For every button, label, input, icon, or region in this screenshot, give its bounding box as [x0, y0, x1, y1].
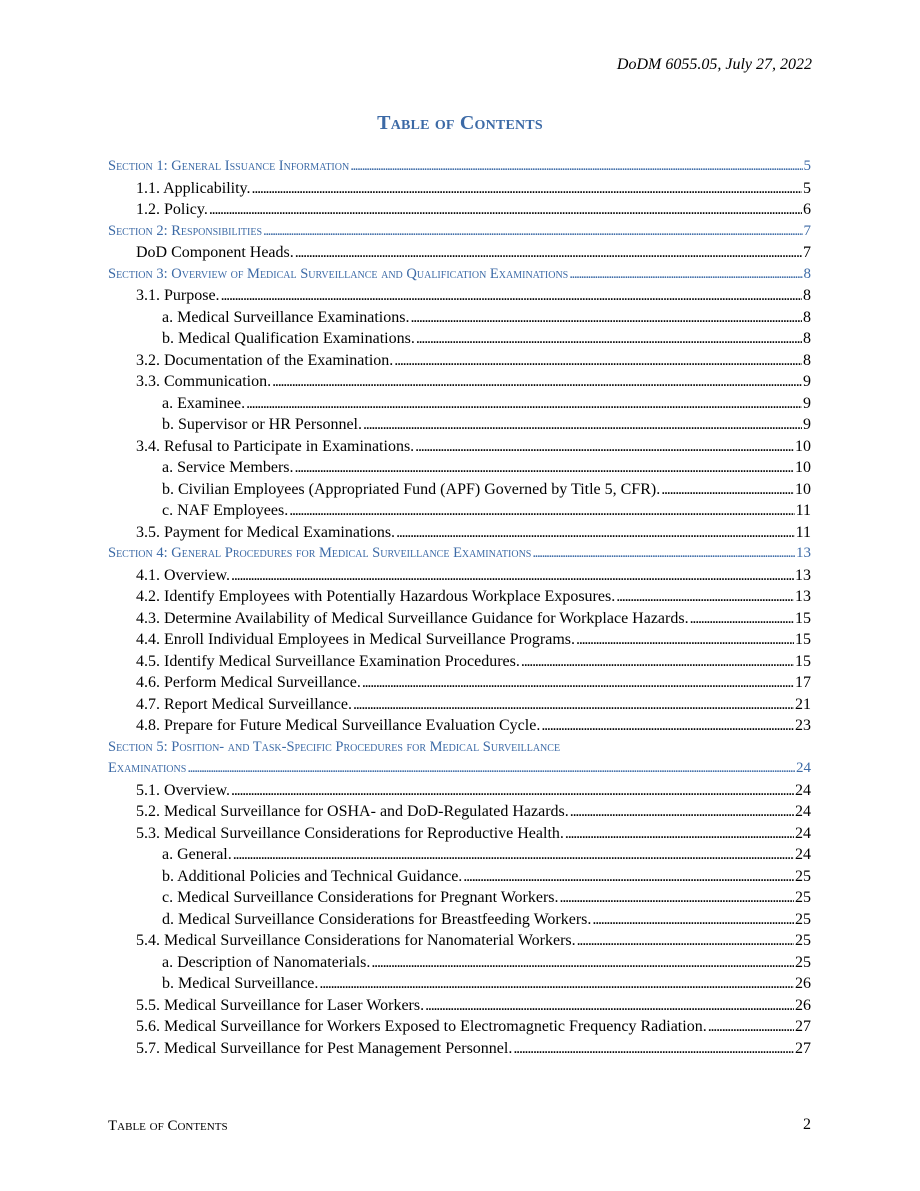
toc-entry[interactable] [108, 801, 811, 823]
toc-entry[interactable] [108, 500, 811, 522]
toc-entry[interactable] [108, 543, 811, 565]
toc-entry-page: 9 [803, 416, 811, 433]
document-reference: DoDM 6055.05, July 27, 2022 [616, 56, 812, 73]
toc-entry-page: 8 [803, 351, 811, 369]
toc-entry[interactable] [108, 221, 811, 243]
toc-entry-label: 4.5. Identify Medical Surveillance Examination Procedures. [136, 652, 520, 670]
dot-leader [708, 1016, 794, 1038]
dot-leader [396, 522, 795, 544]
dot-leader [295, 242, 802, 264]
toc-entry[interactable] [108, 479, 811, 501]
dot-leader [350, 156, 802, 178]
toc-entry-page: 26 [795, 996, 811, 1014]
dot-leader [532, 543, 795, 565]
toc-entry[interactable] [108, 973, 811, 995]
dot-leader [394, 350, 802, 372]
toc-entry-page: 8 [803, 308, 811, 326]
toc-entry-label: 5.2. Medical Surveillance for OSHA- and DoD-Regulated Hazards. [136, 803, 569, 820]
toc-entry-page: 25 [795, 910, 811, 928]
toc-entry-label: 3.4. Refusal to Participate in Examinations. [136, 437, 415, 455]
toc-entry-page: 27 [795, 1018, 811, 1035]
toc-entry-page: 11 [795, 523, 811, 541]
dot-leader [521, 651, 794, 673]
toc-entry[interactable] [108, 307, 811, 329]
toc-entry-page: 5 [803, 179, 811, 197]
toc-entry-label: 4.7. Report Medical Surveillance. [136, 695, 352, 713]
toc-entry[interactable] [108, 823, 811, 845]
toc-entry-page: 7 [803, 222, 811, 239]
toc-entry-page: 6 [803, 201, 811, 218]
toc-entry-page: 8 [803, 265, 811, 282]
dot-leader [263, 221, 802, 243]
toc-entry[interactable] [108, 952, 811, 974]
toc-entry-label: a. Medical Surveillance Examinations. [162, 308, 410, 326]
toc-entry-page: 10 [795, 480, 811, 498]
toc-entry[interactable] [108, 393, 811, 415]
dot-leader [541, 715, 794, 737]
toc-entry-page: 9 [803, 394, 811, 412]
toc-entry[interactable] [108, 199, 811, 221]
toc-entry-label: 4.6. Perform Medical Surveillance. [136, 674, 361, 691]
dot-leader [252, 178, 802, 200]
toc-entry-page: 10 [795, 437, 811, 455]
toc-entry[interactable] [108, 457, 811, 479]
toc-entry-page: 15 [795, 652, 811, 670]
dot-leader [289, 500, 794, 522]
toc-entry-label: 4.1. Overview. [136, 566, 231, 584]
toc-entry[interactable] [108, 565, 811, 587]
dot-leader [371, 952, 794, 974]
toc-entry-label: 1.1. Applicability. [136, 179, 251, 197]
toc-entry-label: 3.2. Documentation of the Examination. [136, 351, 394, 369]
dot-leader [576, 629, 794, 651]
dot-leader [246, 393, 802, 415]
dot-leader [570, 801, 794, 823]
toc-entry-page: 7 [803, 244, 811, 261]
toc-entry[interactable] [108, 608, 811, 630]
toc-entry[interactable] [108, 371, 811, 393]
toc-entry-label: 5.5. Medical Surveillance for Laser Workers. [136, 996, 425, 1014]
dot-leader [410, 307, 802, 329]
dot-leader [319, 973, 794, 995]
toc-entry-label: 4.3. Determine Availability of Medical Surveillance Guidance for Workplace Hazards. [136, 609, 689, 627]
toc-entry-label: 5.1. Overview. [136, 781, 231, 799]
toc-entry-page: 11 [795, 502, 811, 519]
toc-entry-page: 24 [795, 803, 811, 820]
toc-entry-page: 27 [795, 1039, 811, 1057]
toc-entry-label: a. Examinee. [162, 394, 246, 412]
dot-leader [690, 608, 794, 630]
toc-entry-label: Section 5: Position- and Task-Specific Procedures for Medical Surveillance [108, 738, 561, 755]
toc-entry-page: 8 [803, 330, 811, 347]
dot-leader [565, 823, 794, 845]
toc-entry-label: DoD Component Heads. [136, 244, 294, 261]
toc-entry[interactable] [108, 522, 811, 544]
toc-entry[interactable] [108, 1038, 811, 1060]
toc-entry-page: 15 [795, 631, 811, 648]
dot-leader [661, 479, 794, 501]
toc-entry-page: 13 [795, 588, 811, 605]
toc-entry-label: 5.6. Medical Surveillance for Workers Exposed to Electromagnetic Frequency Radiation. [136, 1018, 707, 1035]
toc-entry-page: 8 [803, 287, 811, 304]
toc-entry[interactable] [108, 780, 811, 802]
toc-entry-page: 13 [795, 566, 811, 584]
toc-entry-label: Section 1: General Issuance Information [108, 158, 350, 174]
footer-label: Table of Contents [108, 1118, 228, 1134]
toc-entry-label: 3.5. Payment for Medical Examinations. [136, 523, 396, 541]
dot-leader [233, 844, 794, 866]
toc-entry-label: 3.3. Communication. [136, 373, 272, 390]
dot-leader [616, 586, 794, 608]
toc-entry[interactable] [108, 651, 811, 673]
toc-entry-page: 24 [795, 781, 811, 799]
dot-leader [209, 199, 802, 221]
toc-entry[interactable] [108, 350, 811, 372]
toc-entry-page: 21 [795, 695, 811, 713]
dot-leader [221, 285, 802, 307]
dot-leader [295, 457, 794, 479]
toc-entry-page: 24 [795, 824, 811, 842]
dot-leader [231, 565, 794, 587]
toc-entry[interactable] [108, 328, 811, 350]
toc-entry[interactable] [108, 909, 811, 931]
toc-entry[interactable] [108, 629, 811, 651]
toc-entry-page: 5 [803, 158, 811, 174]
toc-entry[interactable] [108, 737, 811, 759]
toc-entry-label: Section 2: Responsibilities [108, 222, 263, 239]
page-title: Table of Contents [377, 112, 543, 134]
toc-entry[interactable] [108, 1016, 811, 1038]
dot-leader [560, 887, 794, 909]
toc-entry-label: a. Service Members. [162, 459, 294, 476]
toc-entry[interactable] [108, 930, 811, 952]
toc-entry-page: 25 [795, 867, 811, 885]
toc-entry-label: b. Supervisor or HR Personnel. [162, 416, 362, 433]
dot-leader [425, 995, 794, 1017]
toc-entry-label: d. Medical Surveillance Considerations for Breastfeeding Workers. [162, 910, 592, 928]
toc-entry-label: 4.4. Enroll Individual Employees in Medical Surveillance Programs. [136, 631, 576, 648]
toc-entry-page: 24 [796, 760, 811, 776]
toc-entry[interactable] [108, 866, 811, 888]
toc-entry[interactable] [108, 436, 811, 458]
toc-entry-label: c. Medical Surveillance Considerations for Pregnant Workers. [162, 889, 559, 906]
dot-leader [362, 672, 794, 694]
dot-leader [231, 780, 794, 802]
toc-entry-page: 15 [795, 609, 811, 627]
toc-entry-page: 23 [795, 717, 811, 734]
dot-leader [463, 866, 794, 888]
dot-leader [363, 414, 802, 436]
dot-leader [416, 328, 802, 350]
toc-entry-label: Examinations [108, 760, 187, 776]
page-number: 2 [803, 1116, 811, 1133]
toc-entry[interactable] [108, 672, 811, 694]
toc-entry-label: b. Additional Policies and Technical Guidance. [162, 867, 463, 885]
dot-leader [577, 930, 794, 952]
toc-entry[interactable] [108, 285, 811, 307]
dot-leader [592, 909, 794, 931]
toc-entry-label: 4.2. Identify Employees with Potentially Hazardous Workplace Exposures. [136, 588, 616, 605]
toc-entry[interactable] [108, 156, 811, 178]
toc-entry[interactable] [108, 586, 811, 608]
toc-entry[interactable] [108, 844, 811, 866]
dot-leader [187, 758, 795, 780]
toc-entry-page: 25 [795, 932, 811, 949]
toc-entry[interactable] [108, 178, 811, 200]
toc-entry-label: 5.3. Medical Surveillance Considerations for Reproductive Health. [136, 824, 564, 842]
toc-entry-page: 26 [795, 975, 811, 992]
toc-entry-label: b. Medical Surveillance. [162, 975, 319, 992]
toc-entry[interactable] [108, 264, 811, 286]
toc-entry-label: 1.2. Policy. [136, 201, 208, 218]
toc-entry-page: 17 [795, 674, 811, 691]
toc-entry-label: Section 4: General Procedures for Medical Surveillance Examinations [108, 545, 532, 561]
toc-entry-page: 24 [795, 846, 811, 863]
toc-entry[interactable] [108, 414, 811, 436]
toc-entry[interactable] [108, 242, 811, 264]
dot-leader [353, 694, 794, 716]
toc-entry-label: b. Civilian Employees (Appropriated Fund (APF) Governed by Title 5, CFR). [162, 480, 661, 498]
toc-entry-label: a. Description of Nanomaterials. [162, 953, 371, 971]
toc-entry[interactable] [108, 694, 811, 716]
toc-entry-label: Section 3: Overview of Medical Surveillance and Qualification Examinations [108, 265, 569, 282]
dot-leader [513, 1038, 794, 1060]
toc-entry-page: 25 [795, 953, 811, 971]
toc-entry-page: 25 [795, 889, 811, 906]
toc-entry-page: 10 [795, 459, 811, 476]
toc-entry-label: 3.1. Purpose. [136, 287, 220, 304]
toc-entry-label: 5.4. Medical Surveillance Considerations for Nanomaterial Workers. [136, 932, 576, 949]
dot-leader [569, 264, 802, 286]
toc-entry-page: 13 [796, 545, 811, 561]
dot-leader [272, 371, 802, 393]
dot-leader [415, 436, 794, 458]
toc-entry[interactable] [108, 758, 811, 780]
toc-entry-page: 9 [803, 373, 811, 390]
toc-entry-label: 5.7. Medical Surveillance for Pest Management Personnel. [136, 1039, 513, 1057]
toc-entry-label: a. General. [162, 846, 232, 863]
toc-entry[interactable] [108, 887, 811, 909]
toc-entry-label: 4.8. Prepare for Future Medical Surveillance Evaluation Cycle. [136, 717, 541, 734]
toc-entry[interactable] [108, 715, 811, 737]
toc-entry[interactable] [108, 995, 811, 1017]
toc-entry-label: b. Medical Qualification Examinations. [162, 330, 415, 347]
table-of-contents [108, 156, 811, 1059]
toc-entry-label: c. NAF Employees. [162, 502, 289, 519]
